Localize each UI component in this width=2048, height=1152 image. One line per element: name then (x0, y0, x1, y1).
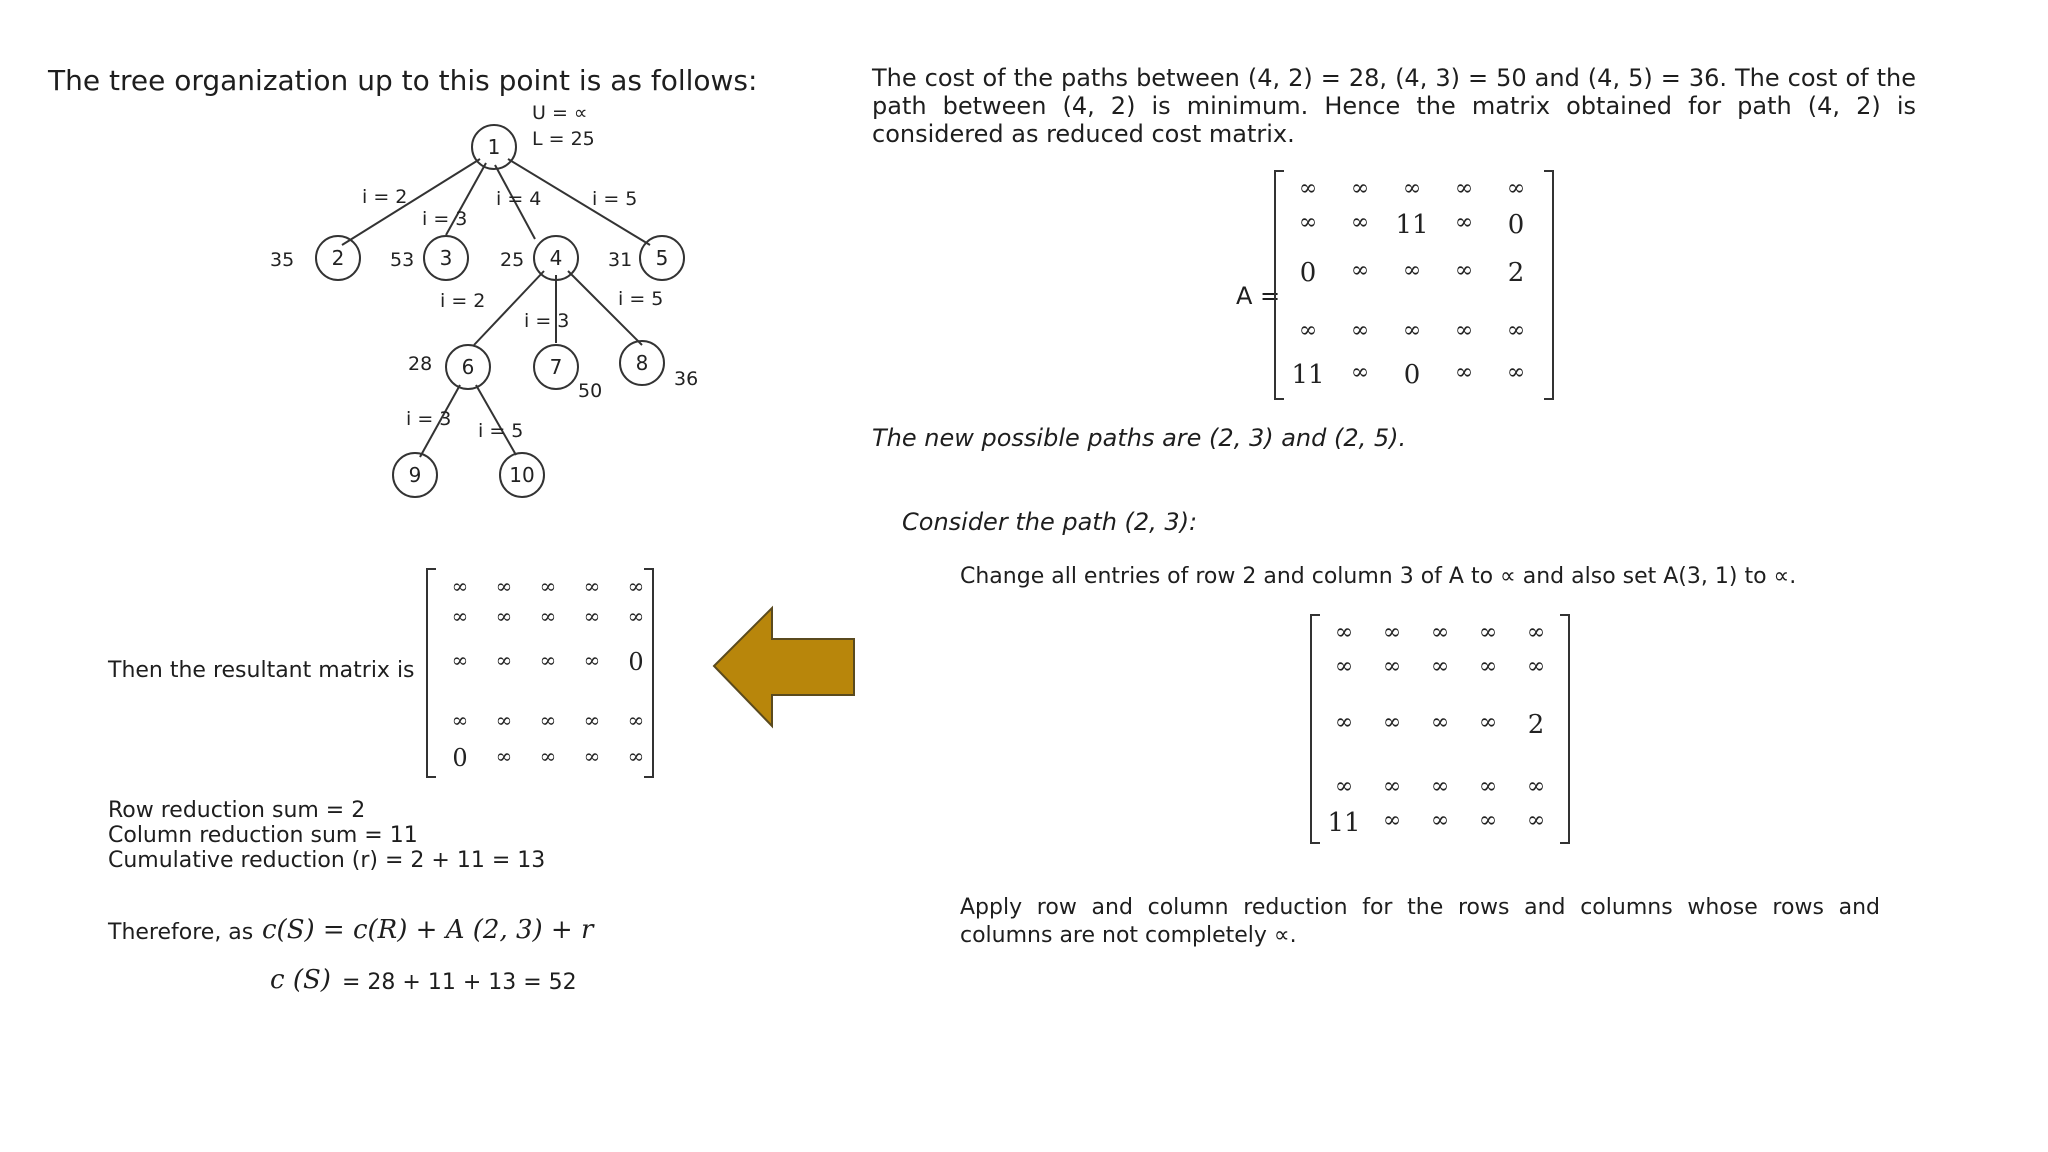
change-entries-text: Change all entries of row 2 and column 3 of A to ∝ and also set A(3, 1) to ∝. (960, 564, 1797, 589)
matrix-bracket-left (1274, 170, 1284, 400)
tree-node-label: 3 (439, 246, 453, 270)
column-reduction-sum: Column reduction sum = 11 (108, 823, 418, 848)
matrix-cell: 2 (1527, 710, 1545, 740)
cost-formula: c(S) = c(R) + A (2, 3) + r (262, 915, 594, 945)
matrix-cell: 0 (1299, 258, 1317, 288)
matrix-cell: ∞ (1526, 808, 1546, 833)
matrix-cell: ∞ (627, 604, 645, 628)
matrix-cell: ∞ (1526, 620, 1546, 645)
matrix-cell: ∞ (1402, 318, 1422, 343)
tree-node-label: 2 (331, 246, 345, 270)
matrix-cell: ∞ (583, 574, 601, 598)
matrix-bracket-left (1310, 614, 1320, 844)
matrix-cell: 0 (452, 744, 468, 772)
matrix-cell: 11 (1395, 210, 1429, 240)
matrix-cell: ∞ (1350, 318, 1370, 343)
tree-node-label: 1 (487, 135, 501, 159)
matrix-cell: ∞ (539, 574, 557, 598)
therefore-prefix: Therefore, as (108, 920, 254, 945)
matrix-cell: ∞ (1350, 176, 1370, 201)
matrix-cell: 0 (1507, 210, 1525, 240)
edge-label: i = 5 (592, 188, 638, 210)
matrix-cell: ∞ (1526, 654, 1546, 679)
matrix-cell: ∞ (1382, 710, 1402, 735)
resultant-matrix (426, 568, 654, 774)
result-rhs: = 28 + 11 + 13 = 52 (342, 970, 577, 995)
tree-heading: The tree organization up to this point is as follows: (48, 64, 758, 97)
apply-reduction-text: Apply row and column reduction for the rows and columns whose rows and columns are not completely ∝. (960, 895, 1880, 948)
tree-node-label: 10 (509, 463, 535, 487)
matrix-cell: ∞ (451, 708, 469, 732)
cumulative-reduction: Cumulative reduction (r) = 2 + 11 = 13 (108, 848, 546, 873)
row-reduction-sum: Row reduction sum = 2 (108, 798, 366, 823)
matrix-cell: ∞ (495, 744, 513, 768)
node-cost: 35 (270, 249, 295, 271)
matrix-cell: ∞ (1382, 654, 1402, 679)
matrix-bracket-left (426, 568, 436, 778)
matrix-cell: ∞ (1382, 620, 1402, 645)
matrix-cell: ∞ (1334, 620, 1354, 645)
matrix-cell: ∞ (495, 604, 513, 628)
matrix-cell: ∞ (1454, 258, 1474, 283)
matrix-cell: ∞ (583, 648, 601, 672)
matrix-cell: ∞ (1350, 258, 1370, 283)
root-lower-bound: L = 25 (532, 128, 595, 150)
matrix-cell: ∞ (627, 708, 645, 732)
matrix-bracket-right (1544, 170, 1554, 400)
matrix-cell: ∞ (1430, 620, 1450, 645)
matrix-cell: ∞ (1430, 654, 1450, 679)
matrix-cell: ∞ (1382, 808, 1402, 833)
left-arrow-icon (710, 604, 860, 734)
matrix-cell: ∞ (451, 648, 469, 672)
new-paths-text: The new possible paths are (2, 3) and (2, 5). (872, 424, 1407, 452)
matrix-cell: ∞ (1350, 360, 1370, 385)
tree-node-label: 7 (549, 355, 563, 379)
matrix-cell: ∞ (1430, 710, 1450, 735)
matrix-cell: ∞ (1478, 710, 1498, 735)
state-space-tree (240, 95, 720, 515)
matrix-cell: ∞ (495, 574, 513, 598)
edge-label: i = 4 (496, 188, 542, 210)
edge-label: i = 2 (440, 290, 486, 312)
tree-node-label: 6 (461, 355, 475, 379)
matrix-cell: 11 (1291, 360, 1325, 390)
matrix-cell: ∞ (1382, 774, 1402, 799)
matrix-cell: ∞ (583, 604, 601, 628)
matrix-cell: ∞ (1350, 210, 1370, 235)
tree-node-label: 4 (549, 246, 563, 270)
matrix-cell: ∞ (1478, 620, 1498, 645)
edge-label: i = 3 (422, 208, 468, 230)
matrix-cell: ∞ (1334, 774, 1354, 799)
matrix-cell: ∞ (1478, 654, 1498, 679)
matrix-cell: ∞ (1454, 360, 1474, 385)
matrix-cell: ∞ (1506, 360, 1526, 385)
matrix-cell: ∞ (583, 708, 601, 732)
matrix-cell: ∞ (1478, 808, 1498, 833)
matrix-a-label: A = (1236, 282, 1281, 310)
matrix-cell: ∞ (1334, 710, 1354, 735)
matrix-cell: ∞ (1402, 258, 1422, 283)
matrix-cell: ∞ (1430, 808, 1450, 833)
node-cost: 28 (408, 353, 433, 375)
edge-label: i = 5 (618, 288, 664, 310)
matrix-cell: ∞ (1430, 774, 1450, 799)
matrix-cell: ∞ (451, 574, 469, 598)
node-cost: 31 (608, 249, 633, 271)
matrix-a (1274, 170, 1554, 396)
consider-path-text: Consider the path (2, 3): (902, 508, 1198, 536)
edge-label: i = 5 (478, 420, 524, 442)
matrix-cell: 0 (628, 648, 644, 676)
matrix-cell: ∞ (1526, 774, 1546, 799)
matrix-cell: ∞ (539, 648, 557, 672)
matrix-cell: 2 (1507, 258, 1525, 288)
matrix-cell: ∞ (627, 574, 645, 598)
matrix-cell: 0 (1403, 360, 1421, 390)
matrix-cell: ∞ (1506, 318, 1526, 343)
root-upper-bound: U = ∝ (532, 102, 588, 124)
matrix-cell: ∞ (539, 708, 557, 732)
matrix-cell: ∞ (1402, 176, 1422, 201)
result-lhs: c (S) (270, 965, 331, 995)
matrix-cell: ∞ (495, 708, 513, 732)
edge-label: i = 3 (406, 408, 452, 430)
matrix-cell: ∞ (583, 744, 601, 768)
matrix-cell: ∞ (627, 744, 645, 768)
matrix-cell: ∞ (539, 604, 557, 628)
tree-node-label: 5 (655, 246, 669, 270)
resultant-label: Then the resultant matrix is (108, 658, 415, 683)
node-cost: 25 (500, 249, 525, 271)
matrix-bracket-right (1560, 614, 1570, 844)
node-cost: 36 (674, 368, 699, 390)
matrix-cell: ∞ (1298, 318, 1318, 343)
matrix-cell: ∞ (539, 744, 557, 768)
matrix-cell: ∞ (1454, 176, 1474, 201)
edge-label: i = 3 (524, 310, 570, 332)
matrix-cell: ∞ (1478, 774, 1498, 799)
node-cost: 50 (578, 380, 603, 402)
matrix-cell: ∞ (1298, 210, 1318, 235)
node-cost: 53 (390, 249, 415, 271)
matrix-cell: ∞ (1454, 210, 1474, 235)
tree-node-label: 8 (635, 351, 649, 375)
matrix-cell: ∞ (495, 648, 513, 672)
tree-node-label: 9 (408, 463, 422, 487)
cost-paragraph: The cost of the paths between (4, 2) = 28, (4, 3) = 50 and (4, 5) = 36. The cost of the path between (4, 2) is minimum. Hence the matrix obtained for path (4, 2) is considered as reduced cost matrix. (872, 64, 1916, 148)
matrix-cell: ∞ (1506, 176, 1526, 201)
matrix-cell: ∞ (451, 604, 469, 628)
matrix-cell: ∞ (1334, 654, 1354, 679)
matrix-cell: ∞ (1298, 176, 1318, 201)
changed-matrix (1310, 614, 1570, 840)
matrix-cell: ∞ (1454, 318, 1474, 343)
edge-label: i = 2 (362, 186, 408, 208)
matrix-cell: 11 (1327, 808, 1361, 838)
